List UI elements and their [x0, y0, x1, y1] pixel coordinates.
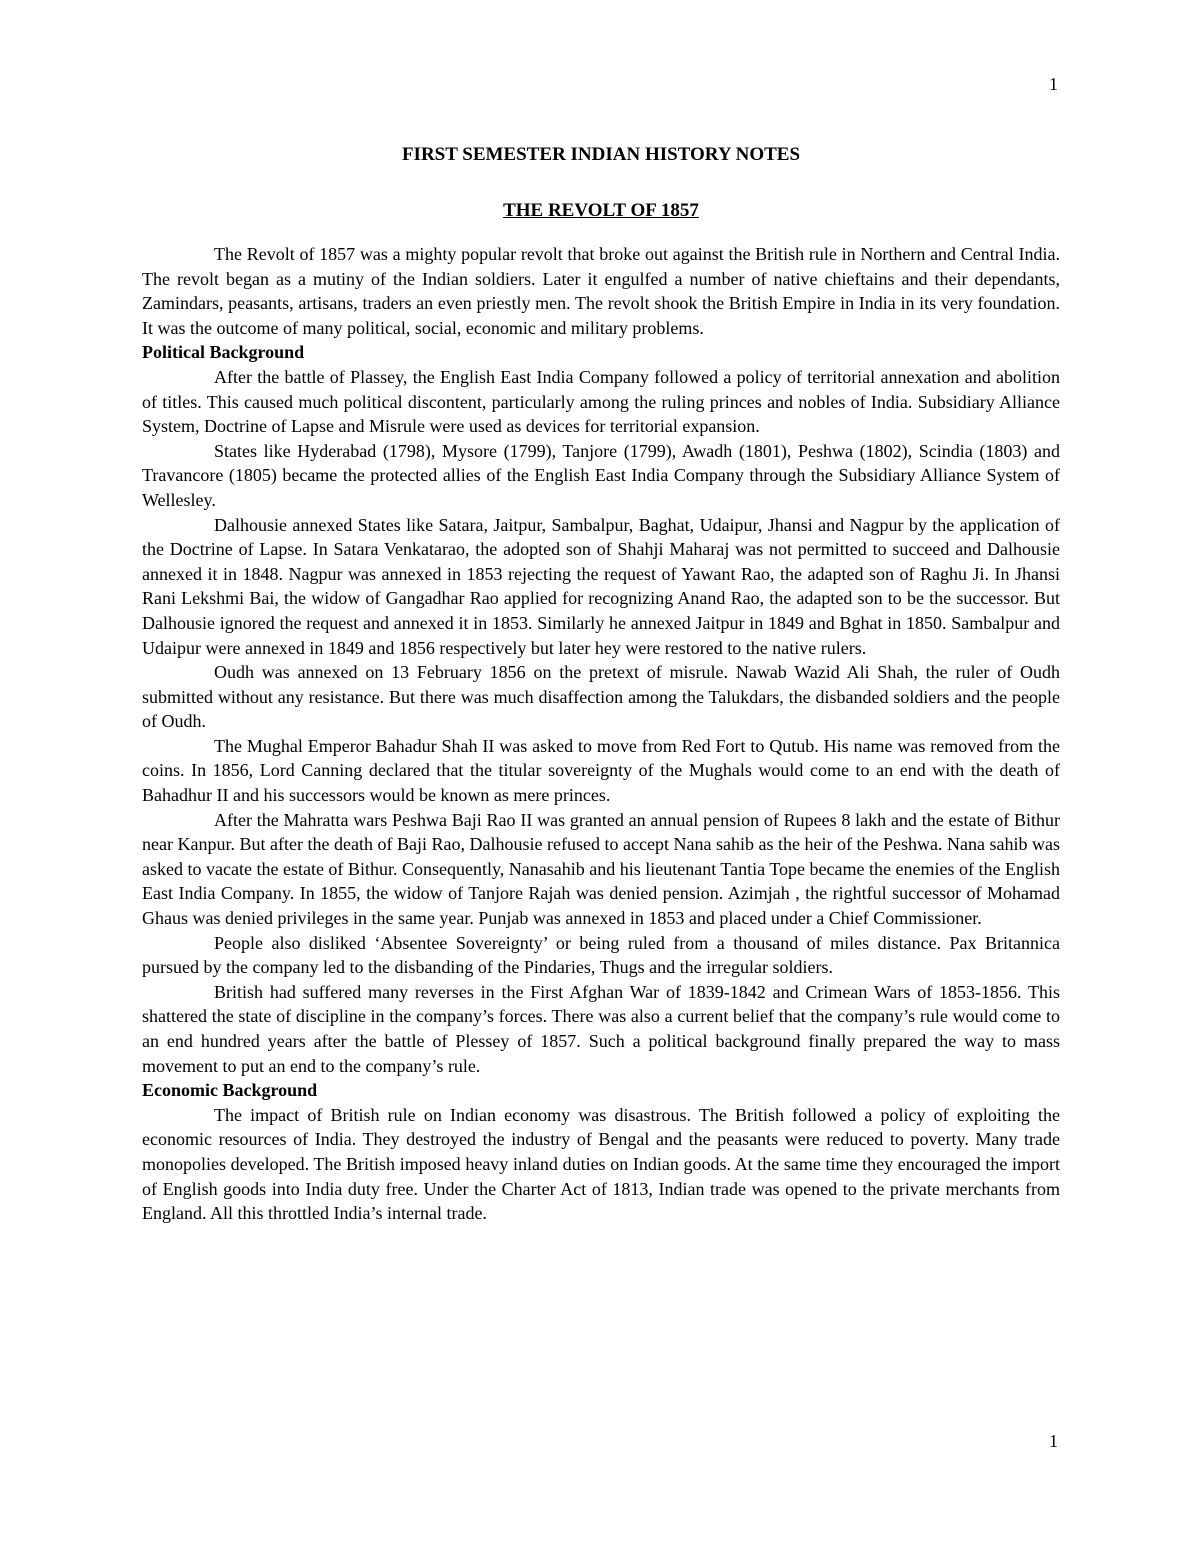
document-title: FIRST SEMESTER INDIAN HISTORY NOTES [401, 144, 801, 165]
economic-paragraph: The impact of British rule on Indian economy was disastrous. The British followed a policy of exploiting the economic resources of India. They destroyed the industry of Bengal and the peasants were reduced to poverty. Many trade monopolies developed. The British imposed heavy inland duties on Indian goods. At the same time they encouraged the import of English goods into India duty free. Under the Charter Act of 1813, Indian trade was opened to the private merchants from England. All this throttled India’s internal trade. [142, 1104, 1060, 1224]
economic-background-heading: Economic Background [142, 1080, 318, 1101]
political-paragraph: People also disliked ‘Absentee Sovereignty’ or being ruled from a thousand of miles distance. Pax Britannica pursued by the company led to the disbanding of the Pindaries, Thugs and the irregular soldiers. [142, 932, 1060, 978]
political-paragraph: British had suffered many reverses in the First Afghan War of 1839-1842 and Crimean Wars of 1853-1856. This shattered the state of discipline in the company’s forces. There was also a current belief that the company’s rule would come to an end hundred years after the battle of Plessey of 1857. Such a political background finally prepared the way to mass movement to put an end to the company’s rule. [142, 981, 1060, 1076]
political-paragraph: After the battle of Plassey, the English East India Company followed a policy of territorial annexation and abolition of titles. This caused much political discontent, particularly among the ruling princes and nobles of India. Subsidiary Alliance System, Doctrine of Lapse and Misrule were used as devices for territorial expansion. [142, 366, 1060, 437]
political-paragraph: After the Mahratta wars Peshwa Baji Rao II was granted an annual pension of Rupees 8 lakh and the estate of Bithur near Kanpur. But after the death of Baji Rao, Dalhousie refused to accept Nana sahib as the heir of the Peshwa. Nana sahib was asked to vacate the estate of Bithur. Consequently, Nanasahib and his lieutenant Tantia Tope became the enemies of the English East India Company. In 1855, the widow of Tanjore Rajah was denied pension. Azimjah , the rightful successor of Mohamad Ghaus was denied privileges in the same year. Punjab was annexed in 1853 and placed under a Chief Commissioner. [142, 809, 1060, 929]
document-subtitle: THE REVOLT OF 1857 [503, 200, 699, 221]
page-number-bottom: 1 [1049, 1431, 1058, 1451]
political-paragraph: States like Hyderabad (1798), Mysore (1799), Tanjore (1799), Awadh (1801), Peshwa (1802), Scindia (1803) and Travancore (1805) became the protected allies of the English East India Company through the Subsidiary Alliance System of Wellesley. [142, 440, 1060, 510]
political-paragraph: Oudh was annexed on 13 February 1856 on the pretext of misrule. Nawab Wazid Ali Shah, the ruler of Oudh submitted without any resistance. But there was much disaffection among the Talukdars, the disbanded soldiers and the people of Oudh. [142, 662, 1060, 732]
political-paragraph: Dalhousie annexed States like Satara, Jaitpur, Sambalpur, Baghat, Udaipur, Jhansi and Nagpur by the application of the Doctrine of Lapse. In Satara Venkatarao, the adopted son of Shahji Maharaj was not permitted to succeed and Dalhousie annexed it in 1848. Nagpur was annexed in 1853 rejecting the request of Yawant Rao, the adapted son of Raghu Ji. In Jhansi Rani Lekshmi Bai, the widow of Gangadhar Rao applied for recognizing Anand Rao, the adapted son to be the successor. But Dalhousie ignored the request and annexed it in 1853. Similarly he annexed Jaitpur in 1849 and Bghat in 1850. Sambalpur and Udaipur were annexed in 1849 and 1856 respectively but later hey were restored to the native rulers. [142, 514, 1060, 658]
political-background-heading: Political Background [142, 342, 305, 363]
document-body [142, 142, 1060, 1226]
page-number-top: 1 [1049, 74, 1058, 94]
intro-paragraph: The Revolt of 1857 was a mighty popular revolt that broke out against the British rule in Northern and Central India. The revolt began as a mutiny of the Indian soldiers. Later it engulfed a number of native chieftains and their dependants, Zamindars, peasants, artisans, traders an even priestly men. The revolt shook the British Empire in India in its very foundation. It was the outcome of many political, social, economic and military problems. [142, 244, 1060, 338]
political-paragraph: The Mughal Emperor Bahadur Shah II was asked to move from Red Fort to Qutub. His name was removed from the coins. In 1856, Lord Canning declared that the titular sovereignty of the Mughals would come to an end with the death of Bahadhur II and his successors would be known as mere princes. [142, 735, 1060, 806]
